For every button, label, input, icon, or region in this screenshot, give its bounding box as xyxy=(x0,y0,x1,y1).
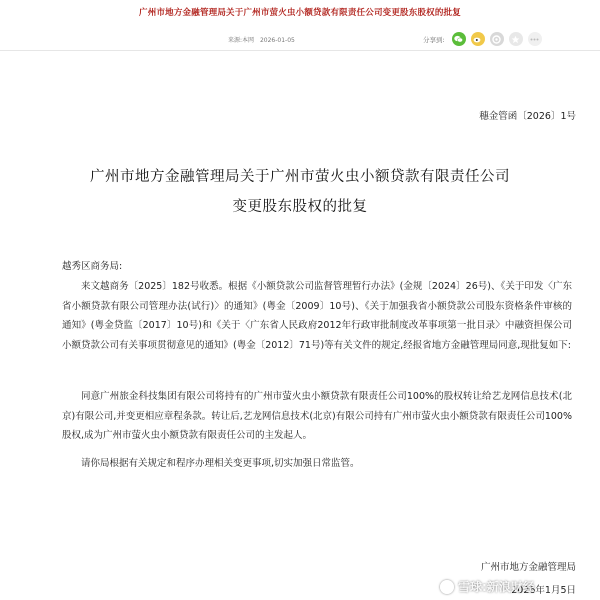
page-top-title: 广州市地方金融管理局关于广州市萤火虫小额贷款有限责任公司变更股东股权的批复 xyxy=(139,8,461,18)
snowball-logo-icon xyxy=(440,580,454,594)
article-meta-bar xyxy=(0,28,600,51)
body-paragraph-3: 请你局根据有关规定和程序办理相关变更事项,切实加强日常监管。 xyxy=(81,458,360,469)
moments-icon[interactable] xyxy=(490,32,504,46)
article-meta xyxy=(228,35,299,44)
source-label: 来源:本网 xyxy=(228,37,255,44)
share-bar xyxy=(423,30,542,48)
body-paragraph-2: 同意广州旅金科技集团有限公司将持有的广州市萤火虫小额贷款有限责任公司100%的股权转让给艺龙网信息技术(北京)有限公司,并变更相应章程条款。转让后,艺龙网信息技术(北京)有限公司持有广州市萤火虫小额贷款有限责任公司100%股权,成为广州市萤火虫小额贷款有限责任公司的主发起人。 xyxy=(62,391,572,441)
document-number: 穗金管函〔2026〕1号 xyxy=(479,111,576,122)
addressee: 越秀区商务局: xyxy=(62,261,123,272)
watermark-text: 雪球:新浪财经 xyxy=(458,580,535,594)
more-icon[interactable] xyxy=(528,32,542,46)
publish-date: 2026-01-05 xyxy=(259,37,295,44)
issue-date: 2026年1月5日 xyxy=(511,585,576,596)
weibo-icon[interactable] xyxy=(471,32,485,46)
qzone-icon[interactable] xyxy=(509,32,523,46)
document-title-line2: 变更股东股权的批复 xyxy=(232,199,368,215)
document-title xyxy=(0,162,600,222)
body-paragraph-1: 来文越商务〔2025〕182号收悉。根据《小额贷款公司监督管理暂行办法》(金规〔2024〕26号)、《关于印发〈广东省小额贷款有限公司管理办法(试行)〉的通知》(粤金〔2009〕10号)、《关于加强我省小额贷款公司股东资格条件审核的通知》(粤金贷监〔2017〕10号)和《关于〈广东省人民政府2012年行政审批制度改革事项第一批目录〉中融资担保公司小额贷款公司有关事项贯彻意见的通知》(粤金〔2012〕71号)等有关文件的规定,经报省地方金融管理局同意,现批复如下: xyxy=(62,281,572,351)
share-label: 分享到: xyxy=(423,35,445,44)
issuer-signature: 广州市地方金融管理局 xyxy=(480,562,576,573)
document-title-line1: 广州市地方金融管理局关于广州市萤火虫小额贷款有限责任公司 xyxy=(90,169,510,185)
wechat-icon[interactable] xyxy=(452,32,466,46)
watermark xyxy=(440,578,535,595)
